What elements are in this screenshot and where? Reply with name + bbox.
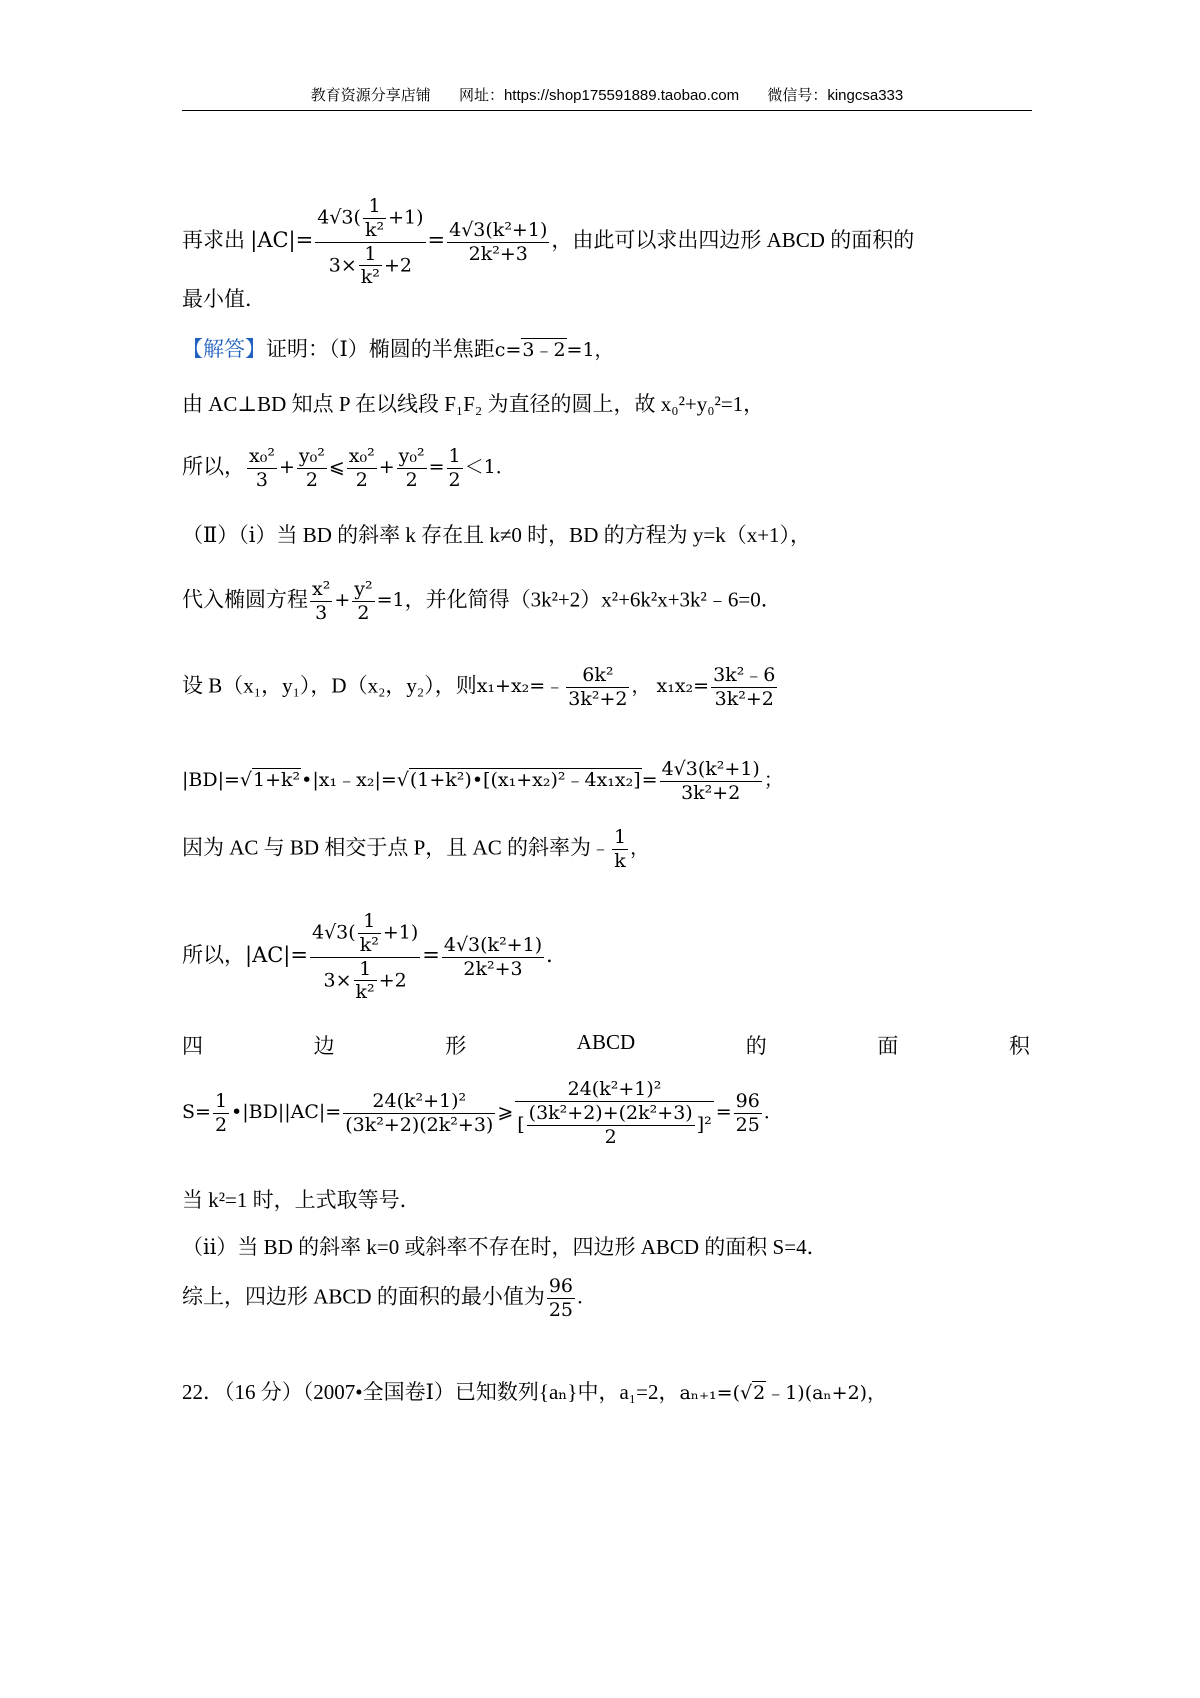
header-rule [182,110,1032,111]
line-area-formula: S= $\frac{1}{2}$ •|BD||AC|= $\frac{\text{24(k²+1)²}}{\text{(3k²+2)(2k²+3)}}$ ⩾ 24(k²+1)² [ $\frac{\text{(3k²+2)+(2k²+3)}}{2}$ ]² = $\frac{96}{25}$ ． [182,1078,783,1148]
line-ac-slope: 因为 AC 与 BD 相交于点 P，且 AC 的斜率为﹣ $\frac{1}{k}$ ， [182,826,650,872]
line-ac-expression: 再求出 |AC|= 4√3( $\frac{1}{\text{k²}}$ +1) 3× $\frac{1}{\text{k²}}$ +2 = $\frac{\text{4√3(k²+1)}}{\text{2k²+3}}$ ，由此可以求出四边形 ABCD 的面积的 [182,195,915,289]
line-inequality: 所以， $\frac{\text{x₀²}}{3}$ + $\frac{\text{y₀²}}{2}$ ⩽ $\frac{\text{x₀²}}{2}$ + $\frac{\text{y₀²}}{2}$ = $\frac{1}{2}$ ＜1． [182,445,515,491]
line-bd-length: |BD|=√1+k²•|x₁﹣x₂|=√(1+k²)•[(x₁+x₂)²﹣4x₁x₂]= $\frac{\text{4√3(k²+1)}}{\text{3k²+2}}$ ； [182,758,783,804]
line-problem-22: 22．（16 分）（2007•全国卷Ⅰ）已知数列{aₙ}中，a₁=2，aₙ₊₁=(√2﹣1)(aₙ+2)， [182,1380,887,1404]
shop-name: 教育资源分享店铺 [310,87,431,104]
line-equality: 当 k²=1 时，上式取等号． [182,1188,421,1212]
ac-fraction: 4√3( $\frac{1}{\text{k²}}$ +1) 3× $\frac{1}{\text{k²}}$ +2 [317,195,424,289]
answer-tag: 【解答】 [182,337,266,361]
shop-url[interactable]: 网址：https://shop175591889.taobao.com [458,87,740,104]
line-case-i: （Ⅱ）（ⅰ）当 BD 的斜率 k 存在且 k≠0 时，BD 的方程为 y=k（x+1）， [182,523,812,547]
line-area-words: 四 边 形 ABCD 的 面 积 [182,1030,1030,1058]
line-conclusion: 综上，四边形 ABCD 的面积的最小值为 $\frac{96}{25}$ ． [182,1275,597,1321]
line-min-value: 最小值． [182,287,266,311]
line-case-ii: （ⅱ）当 BD 的斜率 k=0 或斜率不存在时，四边形 ABCD 的面积 S=4． [182,1235,828,1259]
line-answer-start: 【解答】证明：（Ⅰ）椭圆的半焦距c=3﹣2=1， [182,337,614,361]
line-circle: 由 AC⊥BD 知点 P 在以线段 F₁F₂ 为直径的圆上，故 x₀²+y₀²=1， [182,392,765,416]
line-ac-length: 所以，|AC|= 4√3( $\frac{1}{\text{k²}}$ +1) 3× $\frac{1}{\text{k²}}$ +2 = $\frac{\text{4√3(k²+1)}}{\text{2k²+3}}$ ． [182,910,568,1004]
wechat-id: 微信号：kingcsa333 [767,87,904,104]
line-vieta: 设 B（x₁，y₁），D（x₂，y₂），则x₁+x₂=﹣ $\frac{\text{6k²}}{\text{3k²+2}}$ ， x₁x₂= $\frac{\text{3k²﹣6}}{\text{3k²+2}}$ [182,664,776,710]
line-substitute: 代入椭圆方程 $\frac{\text{x²}}{3}$ + $\frac{\text{y²}}{2}$ =1，并化简得（3k²+2）x²+6k²x+3k²﹣6=0． [182,578,782,624]
